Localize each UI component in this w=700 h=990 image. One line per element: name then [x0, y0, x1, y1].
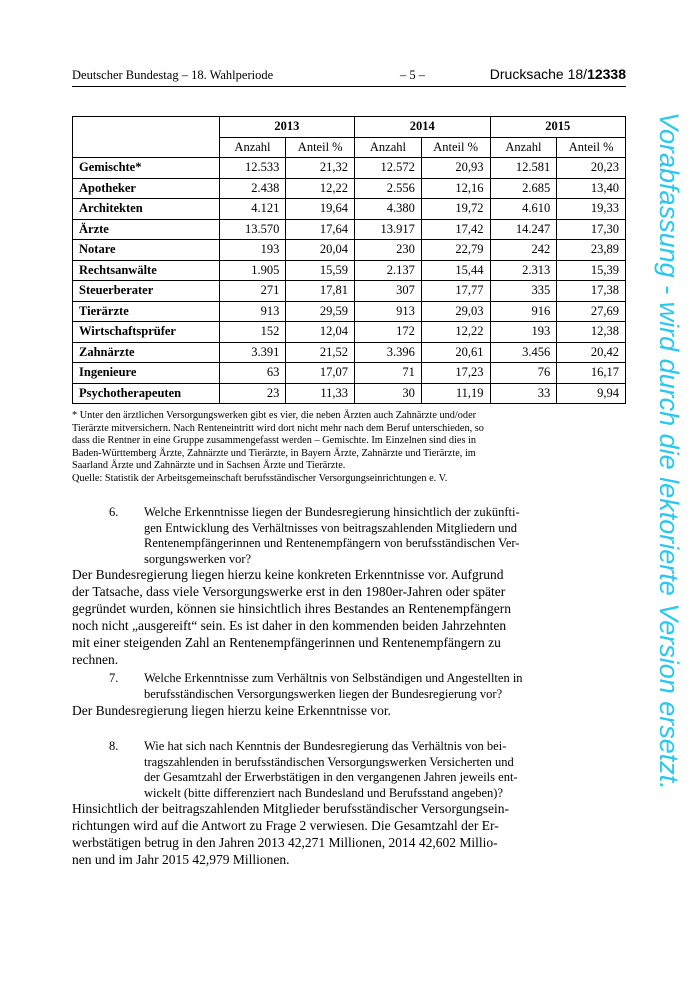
share-cell: 15,44: [421, 260, 490, 281]
count-cell: 3.396: [355, 342, 422, 363]
count-cell: 242: [490, 240, 557, 261]
count-cell: 12.572: [355, 158, 422, 179]
question-line: berufsständischen Versorgungswerken liegen der Bundesregierung vor?: [144, 686, 503, 701]
row-label: Ingenieure: [73, 363, 220, 384]
answer-6: [72, 566, 626, 668]
answer-line: Der Bundesregierung liegen hierzu keine konkreten Erkenntnisse vor. Aufgrund: [72, 567, 504, 582]
draft-watermark: [646, 112, 690, 912]
table-row: [73, 342, 626, 363]
count-cell: 3.391: [219, 342, 286, 363]
count-cell: 3.456: [490, 342, 557, 363]
column-subheader: Anzahl: [355, 137, 422, 158]
header-doc-prefix: Drucksache: [489, 66, 564, 82]
question-text: [144, 505, 542, 567]
answer-line: der Tatsache, dass viele Versorgungswerke erst in den 1980er-Jahren oder später: [72, 584, 506, 599]
share-cell: 17,77: [421, 281, 490, 302]
share-cell: 21,52: [286, 342, 355, 363]
count-cell: 2.685: [490, 178, 557, 199]
count-cell: 2.556: [355, 178, 422, 199]
count-cell: 13.570: [219, 219, 286, 240]
answer-line: werbstätigen betrug in den Jahren 2013 42,271 Millionen, 2014 42,602 Millio-: [72, 835, 498, 850]
table-row: [73, 301, 626, 322]
row-label: Architekten: [73, 199, 220, 220]
answer-line: nen und im Jahr 2015 42,979 Millionen.: [72, 852, 290, 867]
share-cell: 17,07: [286, 363, 355, 384]
count-cell: 4.121: [219, 199, 286, 220]
share-cell: 16,17: [557, 363, 626, 384]
count-cell: 23: [219, 383, 286, 404]
answer-line: rechnen.: [72, 652, 119, 667]
row-label: Tierärzte: [73, 301, 220, 322]
footnote-line: Tierärzte mitversichern. Nach Renteneintritt wird dort nicht mehr nach dem Beruf unterschieden, so: [72, 422, 484, 434]
question-text: [144, 671, 542, 702]
question-line: tragszahlenden in berufsständischen Versorgungswerken Versicherten und: [144, 754, 514, 769]
share-cell: 19,33: [557, 199, 626, 220]
share-cell: 12,38: [557, 322, 626, 343]
share-cell: 12,04: [286, 322, 355, 343]
count-cell: 230: [355, 240, 422, 261]
count-cell: 30: [355, 383, 422, 404]
row-label: Notare: [73, 240, 220, 261]
answer-line: gegründet wurden, können sie hinsichtlich ihres Bestandes an Rentenempfängern: [72, 601, 512, 616]
count-cell: 12.581: [490, 158, 557, 179]
count-cell: 172: [355, 322, 422, 343]
count-cell: 13.917: [355, 219, 422, 240]
table-body: [73, 158, 626, 404]
count-cell: 4.380: [355, 199, 422, 220]
share-cell: 12,22: [421, 322, 490, 343]
share-cell: 15,59: [286, 260, 355, 281]
count-cell: 271: [219, 281, 286, 302]
count-cell: 14.247: [490, 219, 557, 240]
table-row: [73, 199, 626, 220]
question-number: 8.: [109, 739, 119, 753]
count-cell: 71: [355, 363, 422, 384]
share-cell: 12,16: [421, 178, 490, 199]
count-cell: 2.137: [355, 260, 422, 281]
count-cell: 76: [490, 363, 557, 384]
question-line: gen Entwicklung des Verhältnisses von beitragszahlenden Mitgliedern und: [144, 520, 517, 535]
header-publication: Deutscher Bundestag – 18. Wahlperiode: [72, 68, 274, 82]
question-text: [144, 739, 542, 801]
count-cell: 913: [219, 301, 286, 322]
question-number: 6.: [109, 505, 119, 519]
table-row: [73, 240, 626, 261]
count-cell: 307: [355, 281, 422, 302]
footnote-line: dass die Rentner in eine Gruppe zusammengefasst werden – Gemischte. Im Einzelnen sind dies in: [72, 435, 477, 446]
header-page-number: – 5 –: [400, 68, 425, 82]
share-cell: 17,38: [557, 281, 626, 302]
count-cell: 335: [490, 281, 557, 302]
share-cell: 17,81: [286, 281, 355, 302]
question-line: Rentenempfängerinnen und Rentenempfängern von berufsständischen Ver-: [144, 536, 520, 550]
question-line: Wie hat sich nach Kenntnis der Bundesregierung das Verhältnis von bei-: [144, 739, 507, 753]
share-cell: 11,33: [286, 383, 355, 404]
share-cell: 17,30: [557, 219, 626, 240]
share-cell: 29,03: [421, 301, 490, 322]
answer-8: [72, 800, 626, 868]
share-cell: 13,40: [557, 178, 626, 199]
row-label: Wirtschaftsprüfer: [73, 322, 220, 343]
year-header: 2013: [219, 117, 354, 138]
answer-7: [72, 702, 626, 719]
table-row: [73, 178, 626, 199]
row-label: Steuerberater: [73, 281, 220, 302]
table-row: [73, 158, 626, 179]
share-cell: 19,64: [286, 199, 355, 220]
table-row: [73, 322, 626, 343]
answer-line: Hinsichtlich der beitragszahlenden Mitglieder berufsständischer Versorgungsein-: [72, 801, 510, 816]
count-cell: 2.313: [490, 260, 557, 281]
count-cell: 193: [490, 322, 557, 343]
year-header: 2015: [490, 117, 626, 138]
share-cell: 20,23: [557, 158, 626, 179]
share-cell: 20,42: [557, 342, 626, 363]
question-number: 7.: [109, 671, 119, 685]
share-cell: 19,72: [421, 199, 490, 220]
table-corner-cell: [73, 117, 220, 158]
question-line: Welche Erkenntnisse liegen der Bundesregierung hinsichtlich der zukünfti-: [144, 505, 520, 519]
share-cell: 23,89: [557, 240, 626, 261]
statistics-table: [72, 116, 626, 404]
question-line: der Gesamtzahl der Erwerbstätigen in den vergangenen Jahren jeweils ent-: [144, 770, 518, 784]
footnote-line: * Unter den ärztlichen Versorgungswerken gibt es vier, die neben Ärzten auch Zahnärzte und/oder: [72, 410, 477, 421]
share-cell: 21,32: [286, 158, 355, 179]
count-cell: 4.610: [490, 199, 557, 220]
count-cell: 913: [355, 301, 422, 322]
share-cell: 22,79: [421, 240, 490, 261]
row-label: Psychotherapeuten: [73, 383, 220, 404]
header-doc-id: 12338: [587, 66, 626, 82]
share-cell: 12,22: [286, 178, 355, 199]
row-label: Zahnärzte: [73, 342, 220, 363]
table-row: [73, 383, 626, 404]
count-cell: 63: [219, 363, 286, 384]
footnote-line: Baden-Württemberg Ärzte, Zahnärzte und Tierärzte, in Bayern Ärzte, Zahnärzte und Tierärzte, im: [72, 447, 476, 459]
question-line: sorgungswerken vor?: [144, 551, 252, 566]
share-cell: 20,04: [286, 240, 355, 261]
count-cell: 916: [490, 301, 557, 322]
table-year-header-row: [73, 117, 626, 138]
share-cell: 20,93: [421, 158, 490, 179]
column-subheader: Anteil %: [286, 137, 355, 158]
count-cell: 1.905: [219, 260, 286, 281]
count-cell: 33: [490, 383, 557, 404]
header-document-number: [490, 66, 626, 82]
share-cell: 29,59: [286, 301, 355, 322]
row-label: Apotheker: [73, 178, 220, 199]
watermark-text: Vorabfassung - wird durch die lektorierte Version ersetzt.: [654, 112, 684, 790]
answer-line: mit einer steigenden Zahl an Rentenempfängerinnen und Rentenempfängern zu: [72, 635, 501, 650]
column-subheader: Anzahl: [219, 137, 286, 158]
count-cell: 193: [219, 240, 286, 261]
table-row: [73, 281, 626, 302]
header-doc-period: 18/: [567, 66, 588, 82]
table-row: [73, 260, 626, 281]
row-label: Ärzte: [73, 219, 220, 240]
share-cell: 27,69: [557, 301, 626, 322]
footnote-source: Quelle: Statistik der Arbeitsgemeinschaft berufsständischer Versorgungseinrichtungen e. V.: [72, 472, 448, 484]
share-cell: 17,42: [421, 219, 490, 240]
page-header: [72, 68, 626, 87]
question-line: wickelt (bitte differenziert nach Bundesland und Berufsstand angeben)?: [144, 785, 504, 800]
answer-line: richtungen wird auf die Antwort zu Frage 2 verwiesen. Die Gesamtzahl der Er-: [72, 818, 499, 833]
row-label: Rechtsanwälte: [73, 260, 220, 281]
column-subheader: Anteil %: [421, 137, 490, 158]
row-label: Gemischte*: [73, 158, 220, 179]
count-cell: 152: [219, 322, 286, 343]
share-cell: 11,19: [421, 383, 490, 404]
table-row: [73, 219, 626, 240]
share-cell: 9,94: [557, 383, 626, 404]
count-cell: 12.533: [219, 158, 286, 179]
share-cell: 20,61: [421, 342, 490, 363]
answer-line: noch nicht „ausgereift“ sein. Es ist daher in den kommenden beiden Jahrzehnten: [72, 618, 507, 633]
count-cell: 2.438: [219, 178, 286, 199]
share-cell: 17,23: [421, 363, 490, 384]
share-cell: 15,39: [557, 260, 626, 281]
footnote-line: Saarland Ärzte und Zahnärzte und in Sachsen Ärzte und Tierärzte.: [72, 460, 346, 471]
share-cell: 17,64: [286, 219, 355, 240]
table-footnote: [72, 410, 626, 485]
question-line: Welche Erkenntnisse zum Verhältnis von Selbständigen und Angestellten in: [144, 671, 523, 685]
column-subheader: Anteil %: [557, 137, 626, 158]
table-row: [73, 363, 626, 384]
answer-line: Der Bundesregierung liegen hierzu keine Erkenntnisse vor.: [72, 703, 392, 718]
column-subheader: Anzahl: [490, 137, 557, 158]
year-header: 2014: [355, 117, 490, 138]
